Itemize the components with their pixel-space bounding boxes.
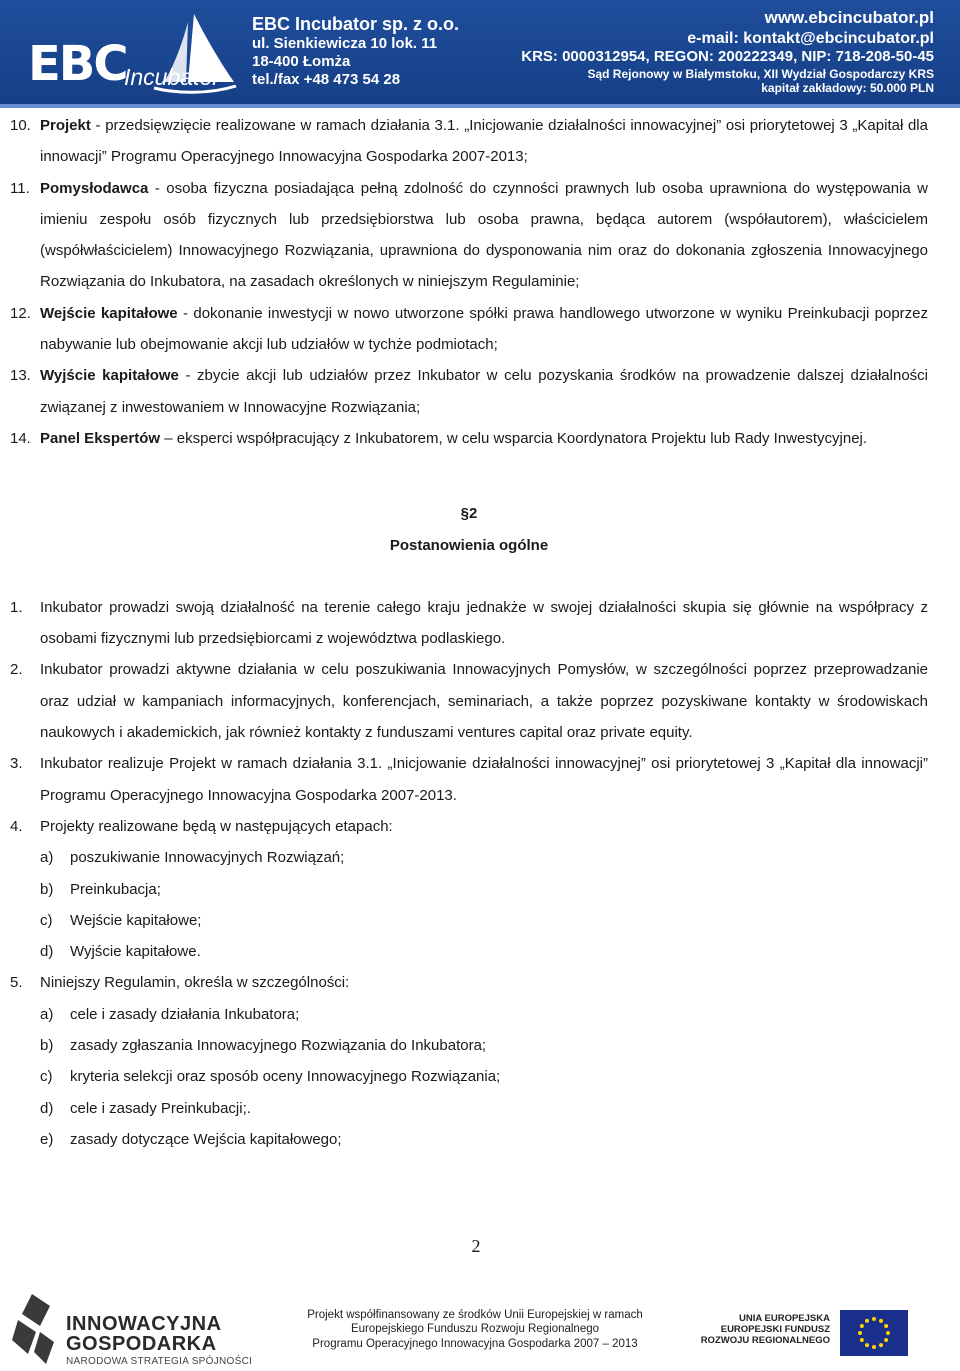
letterhead [0, 0, 960, 108]
provision-item [10, 592, 928, 655]
eu-label-line: ROZWOJU REGIONALNEGO [700, 1334, 830, 1346]
definition-item [10, 298, 928, 361]
eu-star [858, 1331, 862, 1335]
footer-logos [0, 1290, 960, 1371]
document-body [10, 110, 928, 1155]
ig-emblem-icon [10, 1292, 56, 1368]
funding-line: Projekt współfinansowany ze środków Unii Europejskiej w ramach [307, 1309, 643, 1321]
definition-number: 12. [10, 304, 31, 322]
definition-number: 14. [10, 429, 31, 447]
subitem-letter: e) [40, 1130, 54, 1148]
definition-description: - osoba fizyczna posiadająca pełną zdolność do czynności prawnych lub osoba uprawniona do występowania w imieniu zespołu osób fizycznych lub przedsiębiorstwa lub osoba prawna, będąca autorem (współautorem), właścicielem (współwłaścicielem) Innowacyjnego Rozwiązania, uprawniona do dysponowania nim oraz do dokonania zgłoszenia Innowacyjnego Rozwiązania do Inkubatora, na zasadach określonych w niniejszym Regulaminie; [40, 179, 928, 291]
eu-label [701, 1314, 830, 1347]
subitem-letter: b) [40, 880, 54, 898]
logo-incubator-text: Incubator [124, 64, 220, 90]
eu-label-line: EUROPEJSKI FUNDUSZ [720, 1323, 830, 1335]
definition-item [10, 110, 928, 173]
definition-text [40, 360, 928, 423]
subitem-letter: a) [40, 1005, 54, 1023]
definition-text [40, 423, 928, 454]
provision-subitem [10, 842, 928, 873]
definition-item [10, 360, 928, 423]
subitem-text: kryteria selekcji oraz sposób oceny Innowacyjnego Rozwiązania; [70, 1068, 501, 1086]
eu-star [884, 1338, 888, 1342]
provision-subitem [10, 1061, 928, 1092]
eu-star [879, 1319, 883, 1323]
city-address: 18-400 Łomża [252, 52, 351, 70]
innowacyjna-gospodarka-logo [10, 1292, 270, 1368]
provision-item [10, 811, 928, 842]
provision-item [10, 967, 928, 998]
definitions-list [10, 110, 928, 454]
section-heading [10, 498, 928, 561]
eu-label-line: UNIA EUROPEJSKA [739, 1313, 830, 1324]
definition-term: Wejście kapitałowe [40, 304, 178, 322]
subitem-letter: d) [40, 1099, 54, 1117]
provision-subitem [10, 999, 928, 1030]
subitem-text: Preinkubacja; [70, 880, 161, 898]
definition-term: Projekt [40, 117, 91, 134]
subitem-letter: a) [40, 849, 54, 867]
provision-number: 4. [10, 817, 23, 835]
street-address: ul. Sienkiewicza 10 lok. 11 [252, 35, 438, 53]
eu-star [879, 1343, 883, 1347]
website-link[interactable]: www.ebcincubator.pl [764, 8, 934, 27]
definition-description: - przedsięwzięcie realizowane w ramach działania 3.1. „Inicjowanie działalności innowacyjnej” osi priorytetowej 3 „Kapitał dla innowacji” Programu Operacyjnego Innowacyjna Gospodarka 2007-2013; [40, 117, 928, 166]
definition-description: – eksperci współpracujący z Inkubatorem, w celu wsparcia Koordynatora Projektu lub Rady Inwestycyjnej. [160, 429, 868, 447]
provision-text: Inkubator realizuje Projekt w ramach działania 3.1. „Inicjowanie działalności innowacyjnej” osi priorytetowej 3 „Kapitał dla innowacji” Programu Operacyjnego Innowacyjna Gospodarka 2007-2013. [40, 755, 928, 804]
eu-star [872, 1345, 876, 1349]
subitem-text: cele i zasady Preinkubacji;. [70, 1099, 251, 1117]
provision-number: 3. [10, 755, 23, 773]
provision-subitem [10, 905, 928, 936]
eu-star [884, 1324, 888, 1328]
section-number: §2 [460, 505, 478, 523]
definition-text [40, 110, 928, 173]
ig-subtitle: NARODOWA STRATEGIA SPÓJNOŚCI [66, 1356, 253, 1367]
subitem-text: cele i zasady działania Inkubatora; [70, 1005, 300, 1023]
definition-number: 11. [10, 179, 30, 197]
definition-description: - zbycie akcji lub udziałów przez Inkubator w celu pozyskania środków na prowadzenie dalszej działalności związanej z inwestowaniem w Innowacyjne Rozwiązania; [40, 367, 929, 416]
eu-flag-background [840, 1310, 908, 1356]
phone-number: tel./fax +48 473 54 28 [252, 70, 401, 88]
ig-title-line2: GOSPODARKA [66, 1333, 217, 1355]
definition-term: Panel Ekspertów [40, 429, 161, 447]
eu-star [860, 1338, 864, 1342]
court-info: Sąd Rejonowy w Białymstoku, XII Wydział Gospodarczy KRS [587, 66, 934, 81]
provision-number: 5. [10, 974, 23, 992]
definition-term: Pomysłodawca [40, 179, 149, 197]
general-provisions-list [10, 592, 928, 1155]
eu-star [865, 1319, 869, 1323]
subitem-text: zasady zgłaszania Innowacyjnego Rozwiązania do Inkubatora; [70, 1037, 487, 1055]
provision-number: 1. [10, 598, 23, 616]
subitem-letter: c) [40, 1068, 53, 1086]
definition-item [10, 173, 928, 298]
provision-item [10, 654, 928, 748]
ebc-logo [28, 10, 238, 98]
subitem-text: Wyjście kapitałowe. [70, 943, 201, 961]
eu-star [886, 1331, 890, 1335]
subitem-text: poszukiwanie Innowacyjnych Rozwiązań; [70, 849, 345, 867]
registry-numbers: KRS: 0000312954, REGON: 200222349, NIP: 718-208-50-45 [521, 48, 934, 66]
provision-subitem [10, 1030, 928, 1061]
funding-statement [290, 1308, 660, 1351]
eu-star [860, 1324, 864, 1328]
provision-subitem [10, 936, 928, 967]
definition-number: 10. [10, 117, 31, 134]
company-name: EBC Incubator sp. z o.o. [252, 14, 460, 34]
funding-line: Programu Operacyjnego Innowacyjna Gospodarka 2007 – 2013 [312, 1337, 638, 1350]
page-number: 2 [471, 1236, 481, 1256]
subitem-text: zasady dotyczące Wejścia kapitałowego; [70, 1130, 342, 1148]
definition-text [40, 298, 928, 361]
provision-number: 2. [10, 661, 23, 679]
provision-text: Niniejszy Regulamin, określa w szczególności: [40, 974, 350, 992]
address-block [252, 14, 459, 88]
eu-flag-icon [840, 1310, 908, 1356]
provision-text: Projekty realizowane będą w następujących etapach: [40, 817, 393, 835]
share-capital: kapitał zakładowy: 50.000 PLN [761, 81, 934, 96]
subitem-letter: b) [40, 1037, 54, 1055]
subitem-letter: c) [40, 911, 53, 929]
ig-title-line1: INNOWACYJNA [66, 1313, 222, 1335]
provision-text: Inkubator prowadzi aktywne działania w celu poszukiwania Innowacyjnych Pomysłów, w szczególności poprzez przeprowadzanie oraz udział w kampaniach informacyjnych, konferencjach, seminariach, a także poprzez pozyskiwane kontakty w środowiskach naukowych i akademickich, jak również kontakty z funduszami ventures capital oraz private equity. [40, 661, 928, 742]
definition-term: Wyjście kapitałowe [40, 367, 179, 385]
definition-description: - dokonanie inwestycji w nowo utworzone spółki prawa handlowego utworzone w wyniku Preinkubacji poprzez nabywanie lub obejmowanie akcji lub udziałów w tychże podmiotach; [40, 304, 928, 354]
subitem-text: Wejście kapitałowe; [70, 911, 202, 929]
funding-line: Europejskiego Funduszu Rozwoju Regionalnego [350, 1323, 600, 1336]
definition-number: 13. [10, 367, 31, 385]
eu-star [865, 1343, 869, 1347]
provision-item [10, 748, 928, 811]
definition-item [10, 423, 928, 454]
provision-subitem [10, 1124, 928, 1155]
definition-text [40, 173, 928, 298]
company-registry-block [521, 8, 934, 96]
logo-ebc-text: EBC [28, 36, 127, 92]
provision-subitem [10, 1093, 928, 1124]
email-link[interactable]: e-mail: kontakt@ebcincubator.pl [687, 29, 934, 47]
provision-text: Inkubator prowadzi swoją działalność na terenie całego kraju jednakże w swojej działalności skupia się głównie na współpracy z osobami fizycznymi lub przedsiębiorcami z województwa podlaskiego. [40, 598, 928, 648]
section-title: Postanowienia ogólne [389, 536, 549, 554]
eu-star [872, 1317, 876, 1321]
subitem-letter: d) [40, 943, 54, 961]
provision-subitem [10, 874, 928, 905]
